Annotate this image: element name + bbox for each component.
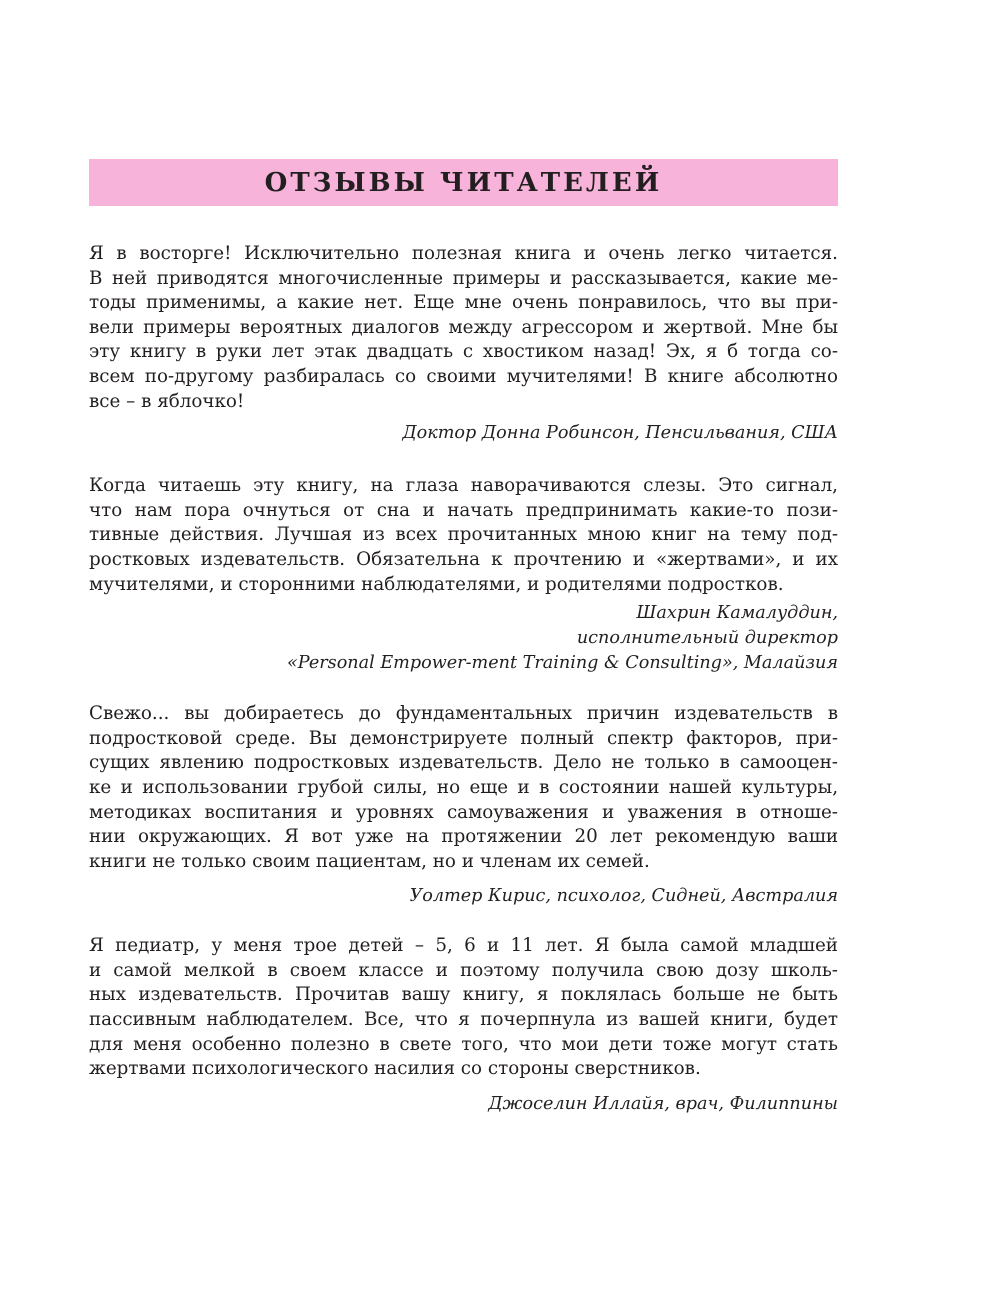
review-line: все – в яблочко! xyxy=(89,390,245,412)
signature-line: Шахрин Камалуддин, xyxy=(636,603,838,624)
review-line: тивные действия. Лучшая из всех прочитанных мною книг на тему под- xyxy=(89,524,838,546)
review-line: жертвами психологического насилия со стороны сверстников. xyxy=(89,1058,701,1080)
review xyxy=(89,702,838,909)
review-text xyxy=(89,702,838,874)
review-line: ке и использовании грубой силы, но еще и в состоянии нашей культуры, xyxy=(89,776,838,798)
review-line: всем по-другому разбиралась со своими мучителями! В книге абсолютно xyxy=(89,365,838,387)
review-line: мучителями, и сторонними наблюдателями, и родителями подростков. xyxy=(89,573,784,595)
review-line: методиках воспитания и уровнях самоуважения и уважения в отноше- xyxy=(89,801,838,823)
review-line: Свежо... вы добираетесь до фундаментальных причин издевательств в xyxy=(89,703,838,725)
review-line: ных издевательств. Прочитав вашу книгу, я поклялась больше не быть xyxy=(89,984,838,1006)
review-signature xyxy=(89,421,838,446)
signature-line: Джоселин Иллайя, врач, Филиппины xyxy=(488,1093,838,1114)
review-line: вели примеры вероятных диалогов между агрессором и жертвой. Мне бы xyxy=(89,316,838,338)
review-line: Я в восторге! Исключительно полезная книга и очень легко читается. xyxy=(89,243,838,264)
review-line: подростковой среде. Вы демонстрируете полный спектр факторов, при- xyxy=(89,727,838,749)
review-signature xyxy=(89,601,838,676)
review-line: эту книгу в руки лет этак двадцать с хвостиком назад! Эх, я б тогда со- xyxy=(89,341,838,363)
review-line: нии окружающих. Я вот уже на протяжении 20 лет рекомендую ваши xyxy=(89,826,838,848)
review-line: для меня особенно полезно в свете того, что мои дети тоже могут стать xyxy=(89,1033,838,1055)
review-text xyxy=(89,242,838,414)
signature-line: исполнительный директор xyxy=(576,628,838,649)
review-line: Я педиатр, у меня трое детей – 5, 6 и 11 лет. Я была самой младшей xyxy=(89,935,838,957)
review-line: Когда читаешь эту книгу, на глаза наворачиваются слезы. Это сигнал, xyxy=(89,475,838,497)
page-title: ОТЗЫВЫ ЧИТАТЕЛЕЙ xyxy=(264,167,663,198)
review-line: книги не только своим пациентам, но и членам их семей. xyxy=(89,850,650,872)
review-line: ростковых издевательств. Обязательна к прочтению и «жертвами», и их xyxy=(89,548,838,570)
review-line: и самой мелкой в своем классе и поэтому получила свою дозу школь- xyxy=(89,959,838,981)
review xyxy=(89,242,838,446)
review-line: тоды применимы, а какие нет. Еще мне очень понравилось, что вы при- xyxy=(89,292,838,314)
signature-line: Уолтер Кирис, психолог, Сидней, Австралия xyxy=(409,886,838,907)
page xyxy=(89,159,838,1117)
review xyxy=(89,934,838,1117)
review-line: пассивным наблюдателем. Все, что я почерпнула из вашей книги, будет xyxy=(89,1009,838,1031)
review xyxy=(89,474,838,676)
signature-line: «Personal Empower-ment Training & Consulting», Малайзия xyxy=(287,653,838,674)
review-line: В ней приводятся многочисленные примеры и рассказывается, какие ме- xyxy=(89,267,838,289)
signature-line: Доктор Донна Робинсон, Пенсильвания, США xyxy=(402,423,838,444)
review-text xyxy=(89,474,838,597)
review-text xyxy=(89,934,838,1082)
review-line: что нам пора очнуться от сна и начать предпринимать какие-то пози- xyxy=(89,499,838,521)
review-signature xyxy=(89,884,838,909)
review-line: сущих явлению подростковых издевательств. Дело не только в самооцен- xyxy=(89,752,838,774)
title-band xyxy=(89,159,838,206)
review-signature xyxy=(89,1092,838,1117)
